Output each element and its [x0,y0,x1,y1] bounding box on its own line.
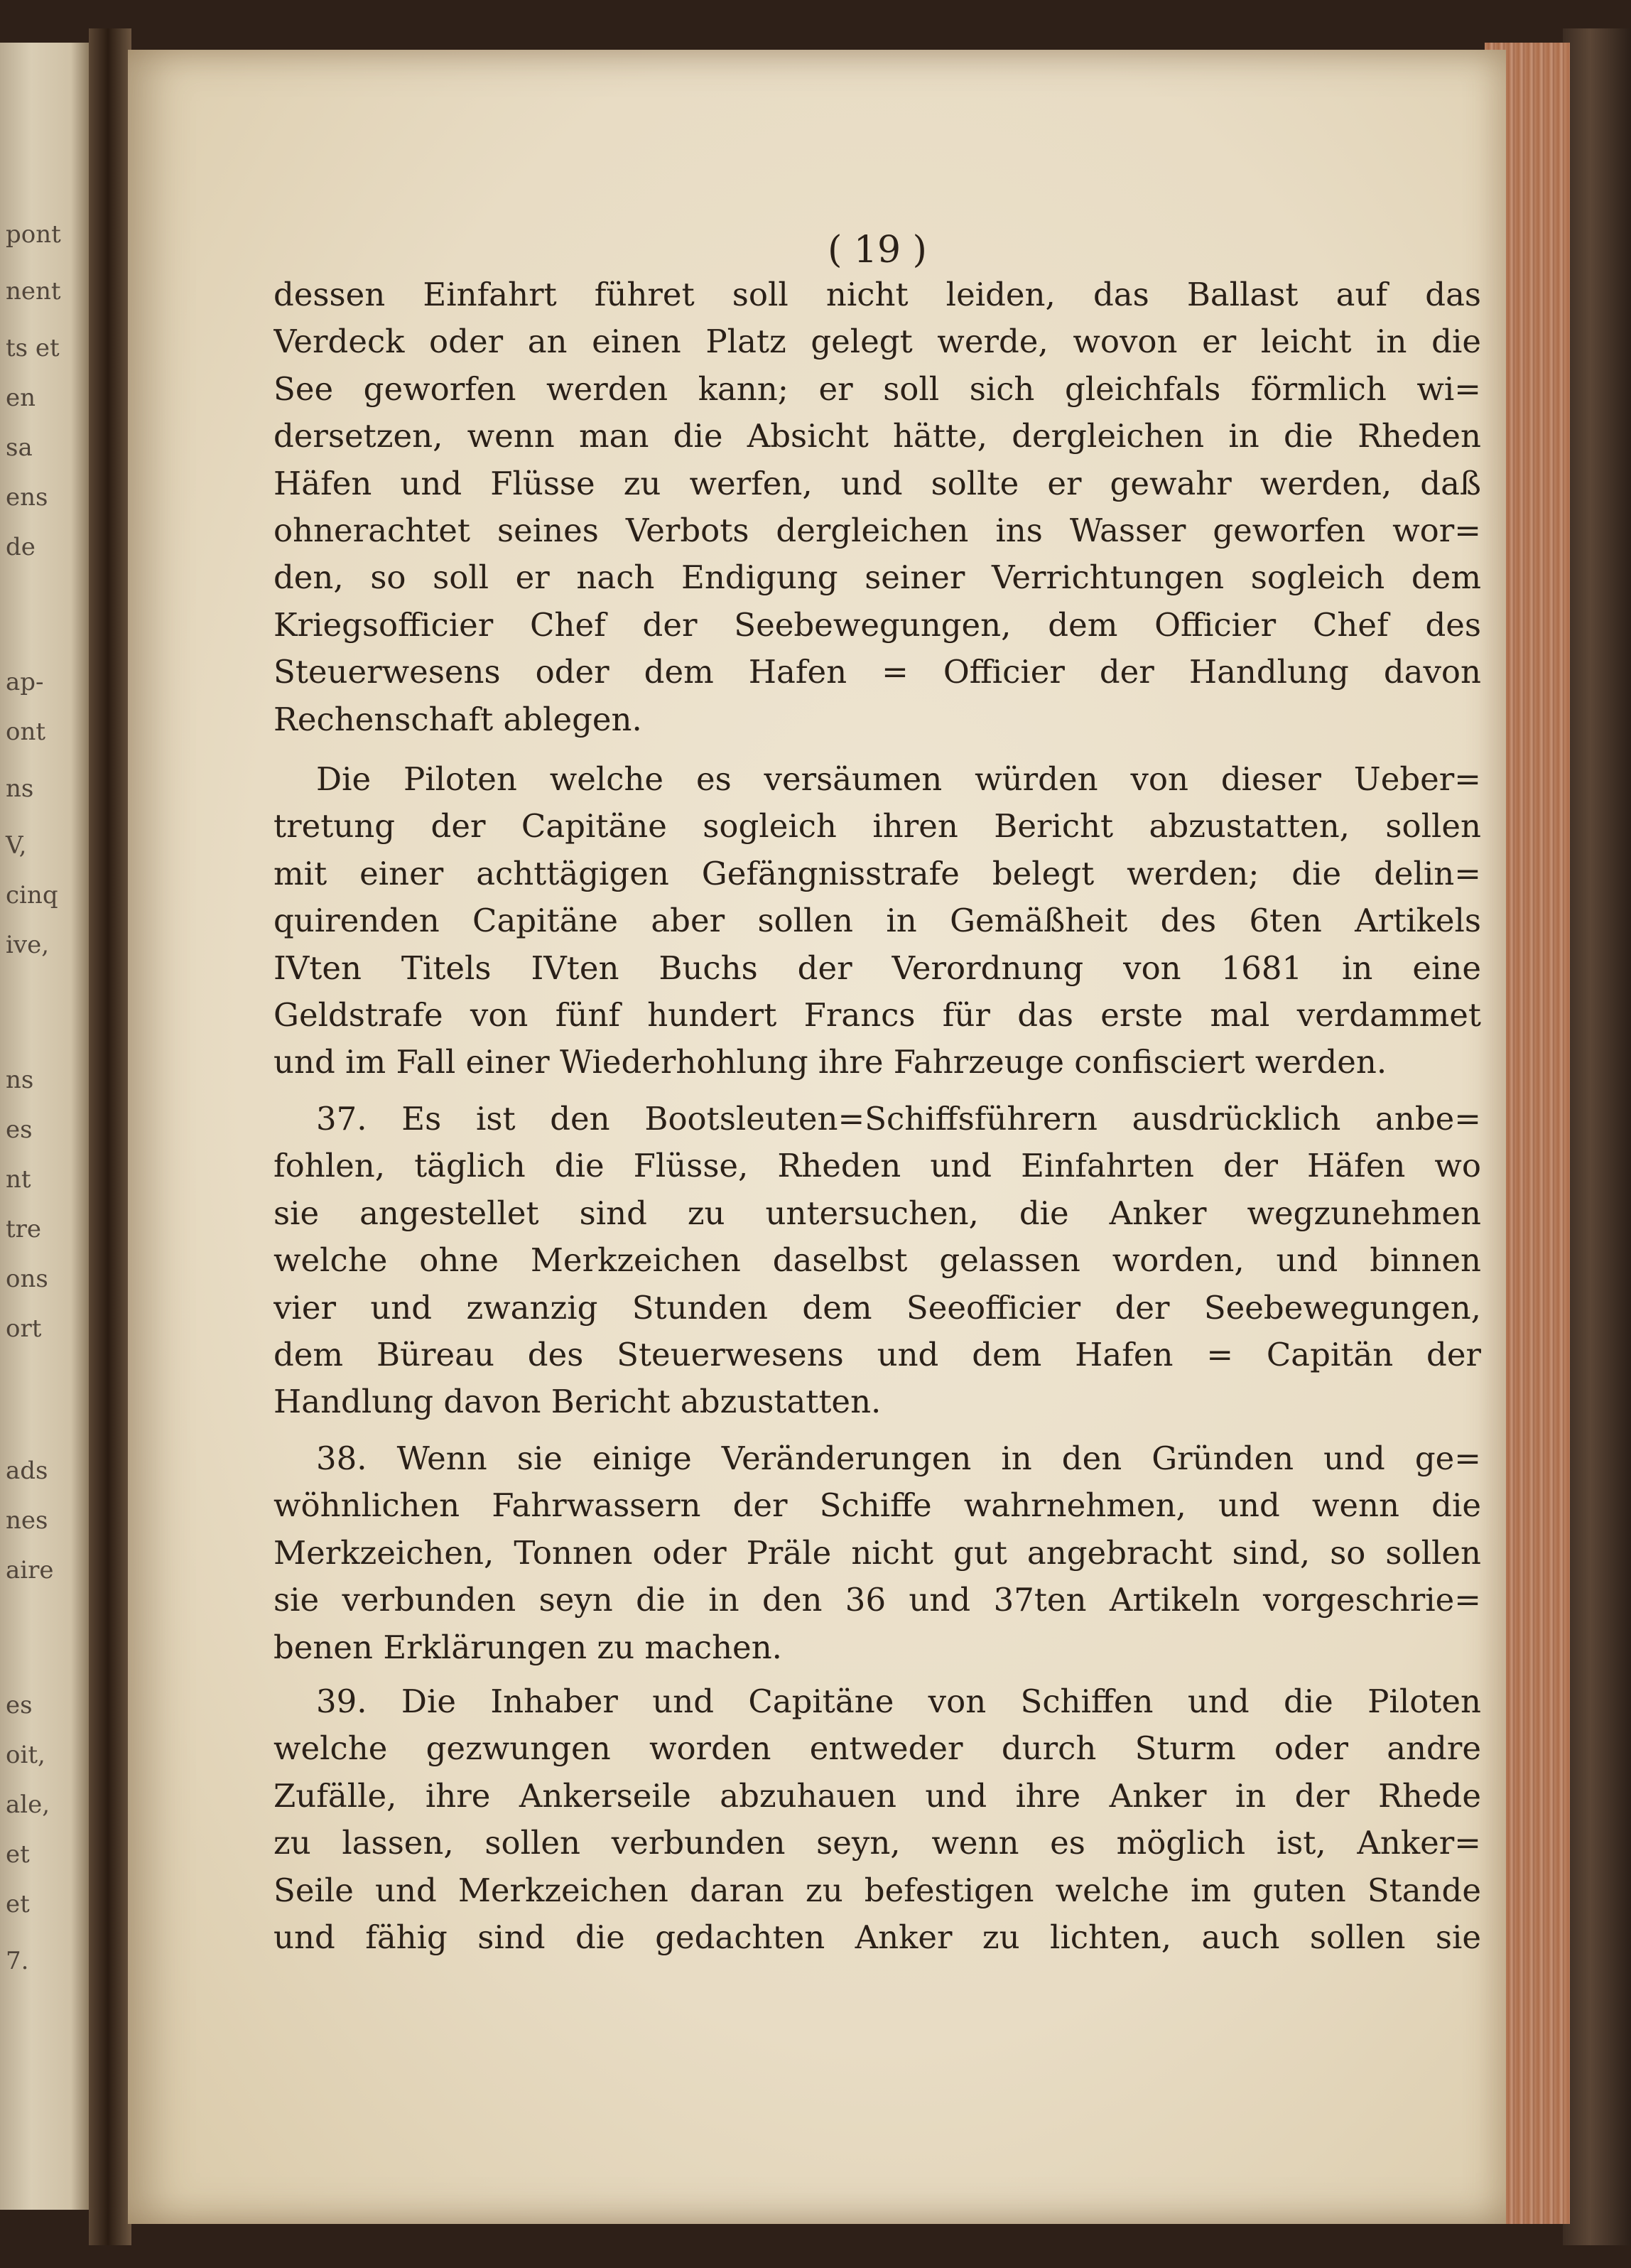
left-fragment: ort [6,1314,42,1343]
left-fragment: ont [6,718,46,746]
left-fragment: ns [6,1066,34,1094]
left-fragment: ive, [6,931,50,959]
page-number: ( 19 ) [828,229,927,271]
left-fragment: ens [6,483,48,512]
text-line: 39. Die Inhaber und Capitäne von Schiffen und die Piloten [316,1683,1481,1720]
left-fragment: ap- [6,668,44,696]
text-line: und im Fall einer Wiederhohlung ihre Fahrzeuge confisciert werden. [273,1043,1387,1081]
left-fragment: ons [6,1265,48,1293]
text-line: IVten Titels IVten Buchs der Verordnung von 1681 in eine [273,949,1481,987]
text-line: tretung der Capitäne sogleich ihren Bericht abzustatten, sollen [273,807,1481,846]
text-line: vier und zwanzig Stunden dem Seeofficier der Seebewegungen, [273,1288,1481,1327]
text-line: Geldstrafe von fünf hundert Francs für das erste mal verdammet [273,995,1481,1034]
book-page [128,50,1506,2224]
left-fragment: nt [6,1165,31,1194]
left-fragment: ts et [6,334,60,362]
paragraph-article-39 [273,1678,1481,1961]
text-line: mit einer achttägigen Gefängnisstrafe belegt werden; die delin= [273,854,1481,892]
paragraph [273,271,1481,743]
text-line: zu lassen, sollen verbunden seyn, wenn es möglich ist, Anker= [273,1824,1481,1862]
left-fragment: ale, [6,1791,50,1819]
left-fragment: 7. [6,1947,29,1975]
text-line: Steuerwesens oder dem Hafen = Officier der Handlung davon [273,653,1481,691]
text-line: dessen Einfahrt führet soll nicht leiden, das Ballast auf das [273,276,1481,313]
text-line: benen Erklärungen zu machen. [273,1628,782,1666]
left-fragment: es [6,1116,33,1144]
left-fragment: en [6,384,36,412]
left-fragment: aire [6,1556,54,1584]
text-line: See geworfen werden kann; er soll sich gleichfals förmlich wi= [273,369,1481,408]
left-fragment: V, [6,831,27,860]
text-line: Handlung davon Bericht abzustatten. [273,1383,882,1421]
text-line: welche gezwungen worden entweder durch Sturm oder andre [273,1729,1481,1768]
left-fragment: sa [6,433,33,462]
text-line: quirenden Capitäne aber sollen in Gemäßheit des 6ten Artikels [273,902,1481,940]
left-fragment: nent [6,277,61,306]
left-fragment: es [6,1691,33,1719]
text-line: Zufälle, ihre Ankerseile abzuhauen und ihre Anker in der Rhede [273,1776,1481,1815]
text-line: Seile und Merkzeichen daran zu befestigen welche im guten Stande [273,1871,1481,1909]
paragraph-article-38 [273,1435,1481,1671]
book-cover-edge [1563,28,1631,2245]
text-line: Kriegsofficier Chef der Seebewegungen, dem Officier Chef des [273,605,1481,644]
text-line: Verdeck oder an einen Platz gelegt werde, wovon er leicht in die [273,323,1481,361]
text-line: Häfen und Flüsse zu werfen, und sollte er gewahr werden, daß [273,464,1481,502]
binding-gutter [89,28,131,2245]
left-fragment: oit, [6,1741,45,1769]
left-fragment: ads [6,1457,48,1485]
previous-page-edge [0,43,89,2210]
text-line: Die Piloten welche es versäumen würden von dieser Ueber= [316,760,1481,798]
paragraph-article-37 [273,1096,1481,1426]
text-line: Rechenschaft ablegen. [273,700,642,738]
paragraph [273,756,1481,1086]
left-fragment: de [6,533,36,561]
text-line: 38. Wenn sie einige Veränderungen in den Gründen und ge= [316,1440,1481,1477]
text-line: wöhnlichen Fahrwassern der Schiffe wahrnehmen, und wenn die [273,1486,1481,1525]
text-line: sie verbunden seyn die in den 36 und 37ten Artikeln vorgeschrie= [273,1581,1481,1619]
text-line: Merkzeichen, Tonnen oder Präle nicht gut angebracht sind, so sollen [273,1533,1481,1572]
left-fragment: ns [6,774,34,803]
left-fragment: et [6,1840,30,1869]
left-fragment: cinq [6,881,58,909]
left-fragment: pont [6,220,61,249]
text-line: und fähig sind die gedachten Anker zu lichten, auch sollen sie [273,1918,1481,1956]
left-fragment: tre [6,1215,42,1243]
text-line: dem Büreau des Steuerwesens und dem Hafen = Capitän der [273,1335,1481,1373]
text-line: fohlen, täglich die Flüsse, Rheden und Einfahrten der Häfen wo [273,1147,1481,1185]
text-line: den, so soll er nach Endigung seiner Verrichtungen sogleich dem [273,558,1481,597]
left-fragment: nes [6,1506,48,1535]
text-line: dersetzen, wenn man die Absicht hätte, dergleichen in die Rheden [273,417,1481,455]
text-line: sie angestellet sind zu untersuchen, die Anker wegzunehmen [273,1194,1481,1232]
text-line: 37. Es ist den Bootsleuten=Schiffsführern ausdrücklich anbe= [316,1100,1481,1138]
text-line: ohnerachtet seines Verbots dergleichen ins Wasser geworfen wor= [273,511,1481,549]
left-fragment: et [6,1890,30,1918]
text-line: welche ohne Merkzeichen daselbst gelassen worden, und binnen [273,1241,1481,1280]
